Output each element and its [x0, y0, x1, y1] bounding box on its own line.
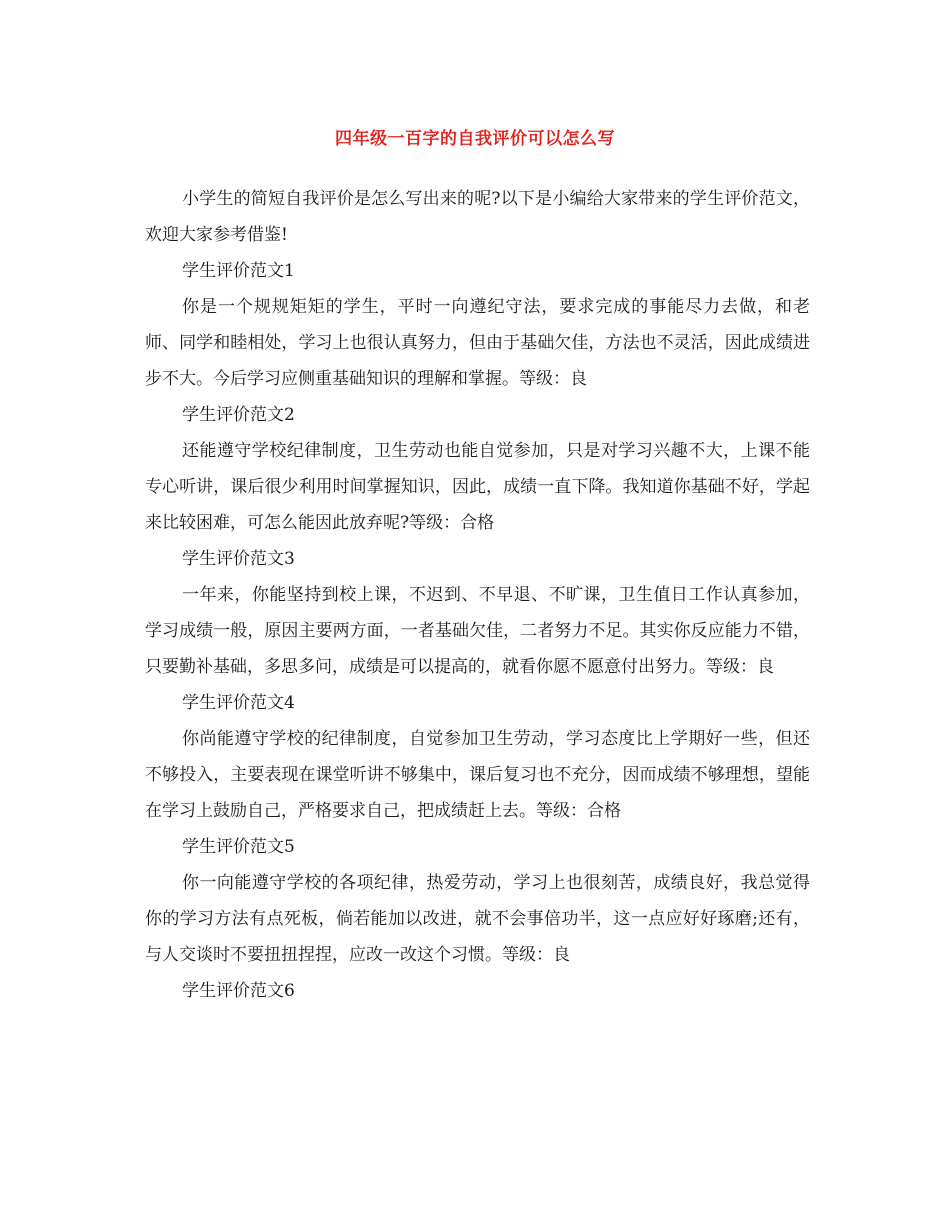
intro-paragraph: 小学生的简短自我评价是怎么写出来的呢?以下是小编给大家带来的学生评价范文，欢迎大家参考借鉴!: [145, 189, 810, 245]
document-title: 四年级一百字的自我评价可以怎么写: [335, 129, 615, 149]
section-text-1: 你是一个规规矩矩的学生，平时一向遵纪守法，要求完成的事能尽力去做，和老师、同学和睦相处，学习上也很认真努力，但由于基础欠佳，方法也不灵活，因此成绩进步不大。今后学习应侧重基础知识的理解和掌握。等级：良: [145, 297, 810, 389]
section-text-5: 你一向能遵守学校的各项纪律，热爱劳动，学习上也很刻苦，成绩良好，我总觉得你的学习方法有点死板，倘若能加以改进，就不会事倍功半，这一点应好好琢磨;还有，与人交谈时不要扭扭捏捏，应改一改这个习惯。等级：良: [145, 873, 810, 965]
section-heading-3: 学生评价范文3: [182, 549, 295, 569]
section-heading-6: 学生评价范文6: [182, 981, 295, 1001]
section-text-3: 一年来，你能坚持到校上课，不迟到、不早退、不旷课，卫生值日工作认真参加，学习成绩一般，原因主要两方面，一者基础欠佳，二者努力不足。其实你反应能力不错，只要勤补基础，多思多问，成绩是可以提高的，就看你愿不愿意付出努力。等级：良: [145, 585, 810, 677]
document-body: [145, 181, 810, 1009]
section-text-4: 你尚能遵守学校的纪律制度，自觉参加卫生劳动，学习态度比上学期好一些，但还不够投入，主要表现在课堂听讲不够集中，课后复习也不充分，因而成绩不够理想，望能在学习上鼓励自己，严格要求自己，把成绩赶上去。等级：合格: [145, 729, 810, 821]
section-heading-1: 学生评价范文1: [182, 261, 295, 281]
section-heading-4: 学生评价范文4: [182, 693, 295, 713]
section-text-2: 还能遵守学校纪律制度，卫生劳动也能自觉参加，只是对学习兴趣不大，上课不能专心听讲，课后很少利用时间掌握知识，因此，成绩一直下降。我知道你基础不好，学起来比较困难，可怎么能因此放弃呢?等级：合格: [145, 441, 810, 533]
section-heading-5: 学生评价范文5: [182, 837, 295, 857]
section-heading-2: 学生评价范文2: [182, 405, 295, 425]
